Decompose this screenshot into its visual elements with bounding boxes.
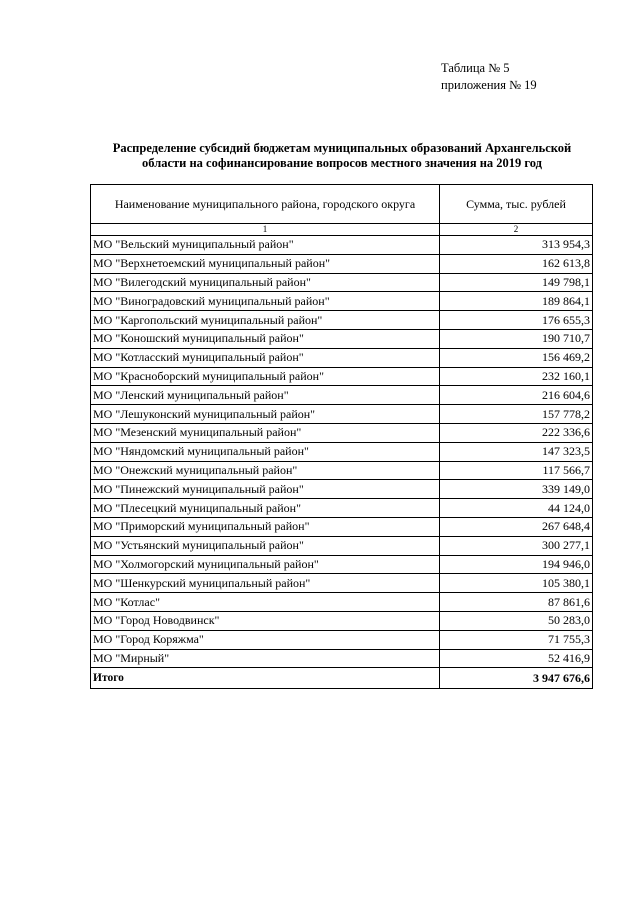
municipality-name: МО "Пинежский муниципальный район" bbox=[91, 480, 440, 499]
table-row bbox=[91, 236, 593, 255]
table-row bbox=[91, 386, 593, 405]
subsidy-amount: 194 946,0 bbox=[440, 555, 593, 574]
table-row bbox=[91, 367, 593, 386]
municipality-name: МО "Город Новодвинск" bbox=[91, 611, 440, 630]
table-row bbox=[91, 311, 593, 330]
table-row bbox=[91, 611, 593, 630]
subsidy-amount: 52 416,9 bbox=[440, 649, 593, 668]
table-row bbox=[91, 254, 593, 273]
table-row bbox=[91, 649, 593, 668]
table-row bbox=[91, 348, 593, 367]
total-row bbox=[91, 668, 593, 689]
municipality-name: МО "Плесецкий муниципальный район" bbox=[91, 499, 440, 518]
table-row bbox=[91, 593, 593, 612]
title-line-1: Распределение субсидий бюджетам муниципальных образований Архангельской bbox=[112, 141, 572, 155]
total-amount: 3 947 676,6 bbox=[440, 668, 593, 689]
municipality-name: МО "Коношский муниципальный район" bbox=[91, 329, 440, 348]
table-row bbox=[91, 517, 593, 536]
table-row bbox=[91, 630, 593, 649]
subsidy-amount: 176 655,3 bbox=[440, 311, 593, 330]
table-row bbox=[91, 499, 593, 518]
table-row bbox=[91, 442, 593, 461]
subsidy-amount: 189 864,1 bbox=[440, 292, 593, 311]
municipality-name: МО "Виноградовский муниципальный район" bbox=[91, 292, 440, 311]
municipality-name: МО "Ленский муниципальный район" bbox=[91, 386, 440, 405]
table-header-row bbox=[91, 185, 593, 224]
municipality-name: МО "Лешуконский муниципальный район" bbox=[91, 405, 440, 424]
subsidy-amount: 216 604,6 bbox=[440, 386, 593, 405]
subsidy-table bbox=[90, 184, 593, 689]
title-line-2: области на софинансирование вопросов местного значения на 2019 год bbox=[142, 156, 542, 170]
municipality-name: МО "Красноборский муниципальный район" bbox=[91, 367, 440, 386]
municipality-name: МО "Вилегодский муниципальный район" bbox=[91, 273, 440, 292]
subsidy-amount: 222 336,6 bbox=[440, 423, 593, 442]
municipality-name: МО "Устьянский муниципальный район" bbox=[91, 536, 440, 555]
table-body bbox=[91, 236, 593, 668]
subsidy-amount: 50 283,0 bbox=[440, 611, 593, 630]
municipality-name: МО "Котласский муниципальный район" bbox=[91, 348, 440, 367]
municipality-name: МО "Вельский муниципальный район" bbox=[91, 236, 440, 255]
table-row bbox=[91, 405, 593, 424]
municipality-name: МО "Город Коряжма" bbox=[91, 630, 440, 649]
table-row bbox=[91, 292, 593, 311]
municipality-name: МО "Онежский муниципальный район" bbox=[91, 461, 440, 480]
table-row bbox=[91, 555, 593, 574]
column-number-1: 1 bbox=[91, 224, 440, 236]
subsidy-amount: 71 755,3 bbox=[440, 630, 593, 649]
subsidy-amount: 162 613,8 bbox=[440, 254, 593, 273]
table-row bbox=[91, 480, 593, 499]
column-number-row bbox=[91, 224, 593, 236]
subsidy-amount: 339 149,0 bbox=[440, 480, 593, 499]
subsidy-amount: 117 566,7 bbox=[440, 461, 593, 480]
table-row bbox=[91, 273, 593, 292]
table-number: Таблица № 5 bbox=[441, 61, 510, 75]
total-label: Итого bbox=[91, 668, 440, 689]
municipality-name: МО "Каргопольский муниципальный район" bbox=[91, 311, 440, 330]
municipality-name: МО "Мезенский муниципальный район" bbox=[91, 423, 440, 442]
subsidy-amount: 313 954,3 bbox=[440, 236, 593, 255]
municipality-name: МО "Шенкурский муниципальный район" bbox=[91, 574, 440, 593]
table-reference bbox=[441, 60, 537, 94]
municipality-name: МО "Няндомский муниципальный район" bbox=[91, 442, 440, 461]
municipality-name: МО "Холмогорский муниципальный район" bbox=[91, 555, 440, 574]
table-row bbox=[91, 574, 593, 593]
subsidy-amount: 190 710,7 bbox=[440, 329, 593, 348]
column-number-2: 2 bbox=[440, 224, 593, 236]
subsidy-amount: 149 798,1 bbox=[440, 273, 593, 292]
subsidy-amount: 87 861,6 bbox=[440, 593, 593, 612]
document-title bbox=[92, 141, 592, 171]
table-row bbox=[91, 461, 593, 480]
municipality-name: МО "Верхнетоемский муниципальный район" bbox=[91, 254, 440, 273]
column-header-name: Наименование муниципального района, городского округа bbox=[91, 185, 440, 224]
appendix-number: приложения № 19 bbox=[441, 78, 537, 92]
municipality-name: МО "Приморский муниципальный район" bbox=[91, 517, 440, 536]
subsidy-amount: 147 323,5 bbox=[440, 442, 593, 461]
municipality-name: МО "Котлас" bbox=[91, 593, 440, 612]
table-row bbox=[91, 329, 593, 348]
subsidy-amount: 44 124,0 bbox=[440, 499, 593, 518]
subsidy-amount: 105 380,1 bbox=[440, 574, 593, 593]
subsidy-amount: 300 277,1 bbox=[440, 536, 593, 555]
subsidy-amount: 267 648,4 bbox=[440, 517, 593, 536]
subsidy-amount: 157 778,2 bbox=[440, 405, 593, 424]
subsidy-amount: 156 469,2 bbox=[440, 348, 593, 367]
table-row bbox=[91, 423, 593, 442]
table-row bbox=[91, 536, 593, 555]
subsidy-amount: 232 160,1 bbox=[440, 367, 593, 386]
municipality-name: МО "Мирный" bbox=[91, 649, 440, 668]
column-header-amount: Сумма, тыс. рублей bbox=[440, 185, 593, 224]
